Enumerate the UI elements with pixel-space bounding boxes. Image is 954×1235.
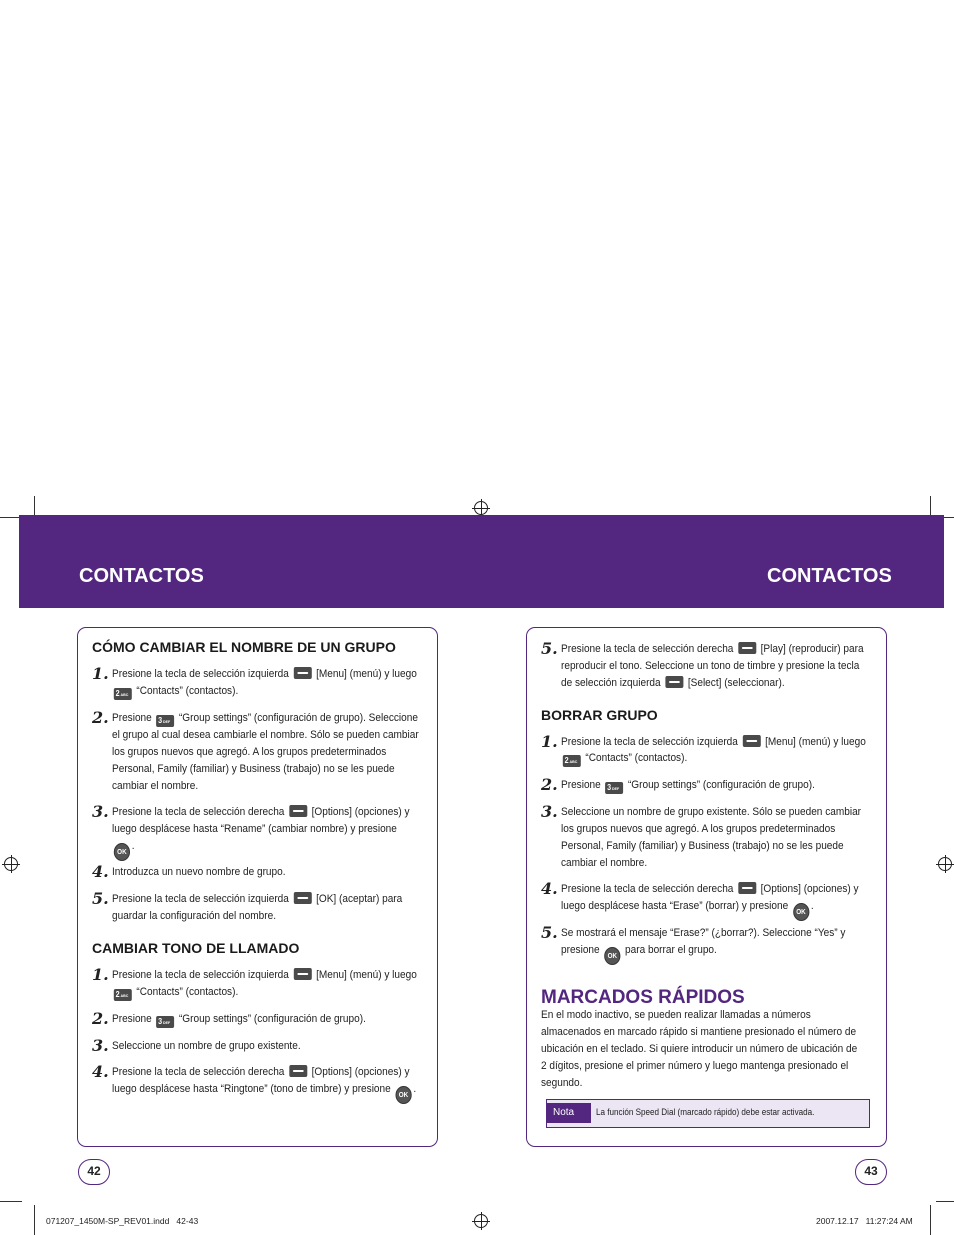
paragraph-line: segundo. [541,1077,583,1089]
registration-mark-icon [938,857,952,871]
step-number: 2. [92,708,109,727]
step-text: Presione la tecla de selección derecha [Play] (reproducir) para [561,643,864,655]
key-3-icon: 3DEF [156,715,174,727]
step-text: 2ABC “Contacts” (contactos). [564,752,688,765]
left-softkey-icon [293,968,311,980]
left-softkey-icon [293,667,311,679]
section-title: CÓMO CAMBIAR EL NOMBRE DE UN GRUPO [92,639,396,655]
step-number: 2. [92,1009,109,1028]
left-softkey-icon [665,676,683,688]
step-text: 2ABC “Contacts” (contactos). [115,685,239,698]
right-softkey-icon [289,805,307,817]
crop-mark [936,1201,954,1202]
step-text: Presione 3DEF “Group settings” (configuración de grupo). [561,779,815,792]
registration-mark-icon [474,501,488,515]
step-text: Presione la tecla de selección derecha [Options] (opciones) y [112,806,410,818]
paragraph-line: almacenados en marcado rápido si mantiene presionado el número de [541,1026,857,1038]
step-text: Introduzca un nuevo nombre de grupo. [112,866,286,878]
step-text: luego desplácese hasta “Ringtone” (tono de timbre) y presione OK. [112,1081,416,1104]
step-number: 4. [541,879,558,898]
step-number: 4. [92,1062,109,1081]
paragraph-line: 2 dígitos, presione el primer número y luego mantenga presionado el [541,1060,849,1072]
step-text: los grupos nuevos que agregó. A los grupos predeterminados [112,746,387,758]
step-text: Presione 3DEF “Group settings” (configuración de grupo). [112,1013,366,1026]
right-softkey-icon [738,882,756,894]
ok-key-icon: OK [114,843,130,861]
step-number: 5. [541,923,558,942]
crop-mark [930,1205,931,1235]
ok-key-icon: OK [793,903,809,921]
page-number-right: 43 [855,1159,887,1185]
right-softkey-icon [289,1065,307,1077]
page-title-right: CONTACTOS [767,565,892,587]
step-text: luego desplácese hasta “Rename” (cambiar nombre) y presione [112,823,397,835]
step-text: Seleccione un nombre de grupo existente. Sólo se pueden cambiar [561,806,862,818]
crop-mark [34,1205,35,1235]
step-text: cambiar el nombre. [112,780,199,792]
step-number: 3. [541,802,558,821]
step-number: 1. [541,732,558,751]
step-number: 5. [541,639,558,658]
step-number: 1. [92,965,109,984]
key-3-icon: 3DEF [156,1016,174,1028]
step-text: Presione la tecla de selección derecha [Options] (opciones) y [561,883,859,895]
step-text: guardar la configuración del nombre. [112,910,276,922]
header-band [19,515,944,608]
registration-mark-icon [4,857,18,871]
step-number: 5. [92,889,109,908]
step-text: presione OK para borrar el grupo. [561,942,717,965]
page-title-left: CONTACTOS [79,565,204,587]
key-2-icon: 2ABC [563,755,581,767]
left-softkey-icon [742,735,760,747]
step-text: Presione la tecla de selección izquierda [Menu] (menú) y luego [112,668,417,680]
paragraph-line: ubicación en el teclado. Si quiere introducir un número de ubicación de [541,1043,858,1055]
step-text: el grupo al cual desea cambiarle el nombre. Sólo se pueden cambiar [112,729,419,741]
step-text: Presione la tecla de selección izquierda [Menu] (menú) y luego [561,736,866,748]
section-heading: MARCADOS RÁPIDOS [541,987,745,1008]
page-number-left: 42 [78,1159,110,1185]
key-2-icon: 2ABC [114,989,132,1001]
step-number: 3. [92,802,109,821]
step-text: reproducir el tono. Seleccione un tono de timbre y presione la tecla [561,660,860,672]
step-text: Se mostrará el mensaje “Erase?” (¿borrar?). Seleccione “Yes” y [561,927,846,939]
key-3-icon: 3DEF [605,782,623,794]
step-text: Presione 3DEF “Group settings” (configuración de grupo). Seleccione [112,712,418,725]
step-text: 2ABC “Contacts” (contactos). [115,986,239,999]
footer-timestamp: 2007.12.17 11:27:24 AM [816,1216,913,1226]
step-text: Personal, Family (familiar) y Business (trabajo) no se les puede [561,840,844,852]
step-text: Presione la tecla de selección izquierda [OK] (aceptar) para [112,893,403,905]
step-text: los grupos nuevos que agregó. A los grupos predeterminados [561,823,836,835]
step-text: Personal, Family (familiar) y Business (trabajo) no se les puede [112,763,395,775]
note-label: Nota [547,1103,591,1123]
crop-mark [0,1201,22,1202]
step-number: 2. [541,775,558,794]
step-text: OK. [112,838,135,861]
step-number: 1. [92,664,109,683]
section-title: CAMBIAR TONO DE LLAMADO [92,940,300,956]
step-text: Presione la tecla de selección izquierda [Menu] (menú) y luego [112,969,417,981]
registration-mark-icon [474,1214,488,1228]
section-title: BORRAR GRUPO [541,707,658,723]
step-number: 4. [92,862,109,881]
step-text: de selección izquierda [Select] (seleccionar). [561,677,785,689]
ok-key-icon: OK [395,1086,411,1104]
step-number: 3. [92,1036,109,1055]
footer-file: 071207_1450M-SP_REV01.indd 42-43 [46,1216,199,1226]
ok-key-icon: OK [604,947,620,965]
paragraph-line: En el modo inactivo, se pueden realizar llamadas a números [541,1009,811,1021]
step-text: Presione la tecla de selección derecha [Options] (opciones) y [112,1066,410,1078]
note-text: La función Speed Dial (marcado rápido) debe estar activada. [596,1107,815,1117]
key-2-icon: 2ABC [114,688,132,700]
right-softkey-icon [738,642,756,654]
step-text: cambiar el nombre. [561,857,648,869]
left-softkey-icon [293,892,311,904]
step-text: luego desplácese hasta “Erase” (borrar) y presione OK. [561,898,814,921]
step-text: Seleccione un nombre de grupo existente. [112,1040,301,1052]
